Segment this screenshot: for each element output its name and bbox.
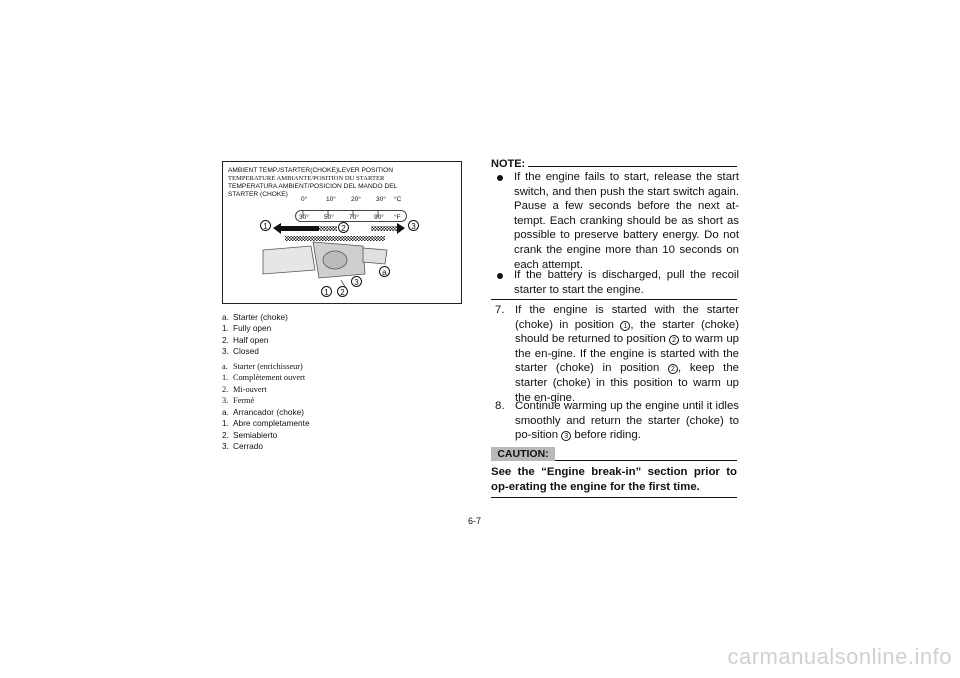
legend-item: 2. Semiabierto bbox=[222, 429, 278, 440]
diagram-title-es: TEMPERATURA AMBIENT/POSICION DEL MANDO DEL bbox=[228, 183, 398, 190]
celsius-label-10: 10° bbox=[326, 196, 336, 203]
legend-item: a. Arrancador (choke) bbox=[222, 407, 305, 417]
marker-lever-3: 3 bbox=[351, 276, 362, 287]
caution-end-divider bbox=[491, 497, 737, 498]
watermark: carmanualsonline.info bbox=[727, 644, 952, 669]
fahrenheit-unit: °F bbox=[394, 214, 401, 221]
note-end-divider bbox=[491, 299, 737, 300]
marker-starter-a: a bbox=[379, 266, 390, 277]
diagram-artwork bbox=[223, 162, 463, 305]
legend-french bbox=[222, 361, 305, 406]
marker-lever-1: 1 bbox=[321, 286, 332, 297]
step-number: 7. bbox=[495, 304, 505, 316]
legend-item: 3. Fermé bbox=[222, 395, 255, 405]
legend-item: 3. Cerrado bbox=[222, 440, 263, 451]
diagram-title-en: AMBIENT TEMP./STARTER(CHOKE)LEVER POSITION bbox=[228, 167, 393, 174]
celsius-unit: °C bbox=[394, 196, 402, 203]
position-2-icon: 2 bbox=[668, 364, 678, 374]
legend-item: 2. Mi-ouvert bbox=[222, 384, 267, 394]
bullet-dot-icon bbox=[497, 175, 503, 181]
step-text: If the engine is started with the starter (choke) in position 1 , the starter (choke) should be returned to position 2 to warm up the en-gine. If the engine is started with the starter (choke) in position 2 , keep the starter (choke) in this position to warm up the en-gine. bbox=[515, 304, 740, 404]
legend-item: 1. Complètement ouvert bbox=[222, 373, 306, 383]
note-heading: NOTE: bbox=[491, 158, 526, 170]
legend-item: 3. Closed bbox=[222, 345, 259, 356]
step-number: 8. bbox=[495, 400, 505, 412]
marker-lever-2: 2 bbox=[337, 286, 348, 297]
diagram-title-fr: TEMPERATURE AMBIANTE/POSITION DU STARTER bbox=[228, 175, 385, 182]
celsius-label-0: 0° bbox=[301, 196, 308, 203]
legend-item: a. Starter (enrichisseur) bbox=[222, 362, 303, 371]
legend-item: 1. Abre completamente bbox=[222, 418, 310, 429]
note-divider bbox=[528, 166, 737, 167]
closed-arrow-icon bbox=[397, 223, 405, 234]
legend-item: 1. Fully open bbox=[222, 323, 272, 334]
position-3-icon: 3 bbox=[561, 431, 571, 441]
bullet-dot-icon bbox=[497, 273, 503, 279]
caution-label: CAUTION: bbox=[491, 447, 555, 461]
legend-english bbox=[222, 312, 288, 357]
position-1-icon: 1 bbox=[620, 321, 630, 331]
celsius-label-20: 20° bbox=[351, 196, 361, 203]
fahrenheit-label-70: 70° bbox=[349, 214, 359, 221]
note-bullet-1: If the engine fails to start, release the start switch, and then push the start switch again. Pause a few seconds before the next at-tempt. Each cranking should be as short as possible to preserve battery energy. Do not crank the engine more than 10 seconds on each attempt. bbox=[497, 170, 739, 272]
marker-half-open: 2 bbox=[338, 222, 349, 233]
marker-closed: 3 bbox=[408, 220, 419, 231]
step-text: Continue warming up the engine until it idles smoothly and return the starter (choke) to po-sition 3 before riding. bbox=[515, 400, 739, 442]
diagram-title-es-cont: STARTER (CHOKE) bbox=[228, 191, 288, 198]
legend-spanish bbox=[222, 407, 310, 452]
fahrenheit-label-50: 50° bbox=[324, 214, 334, 221]
legend-item: 2. Half open bbox=[222, 334, 269, 345]
caution-divider bbox=[555, 460, 737, 461]
starter-choke-diagram bbox=[222, 161, 462, 304]
celsius-label-30: 30° bbox=[376, 196, 386, 203]
step-8 bbox=[495, 399, 739, 443]
step-7 bbox=[495, 303, 739, 405]
fahrenheit-label-30: 30° bbox=[299, 214, 309, 221]
caution-text: See the “Engine break-in” section prior to op-erating the engine for the first time. bbox=[491, 466, 737, 493]
marker-fully-open: 1 bbox=[260, 220, 271, 231]
open-arrow-icon bbox=[273, 223, 319, 234]
position-2-icon: 2 bbox=[669, 335, 679, 345]
legend-item: a. Starter (choke) bbox=[222, 312, 288, 322]
page-number: 6-7 bbox=[468, 516, 482, 526]
note-bullet-2: If the battery is discharged, pull the recoil starter to start the engine. bbox=[497, 268, 739, 297]
fahrenheit-label-90: 90° bbox=[374, 214, 384, 221]
